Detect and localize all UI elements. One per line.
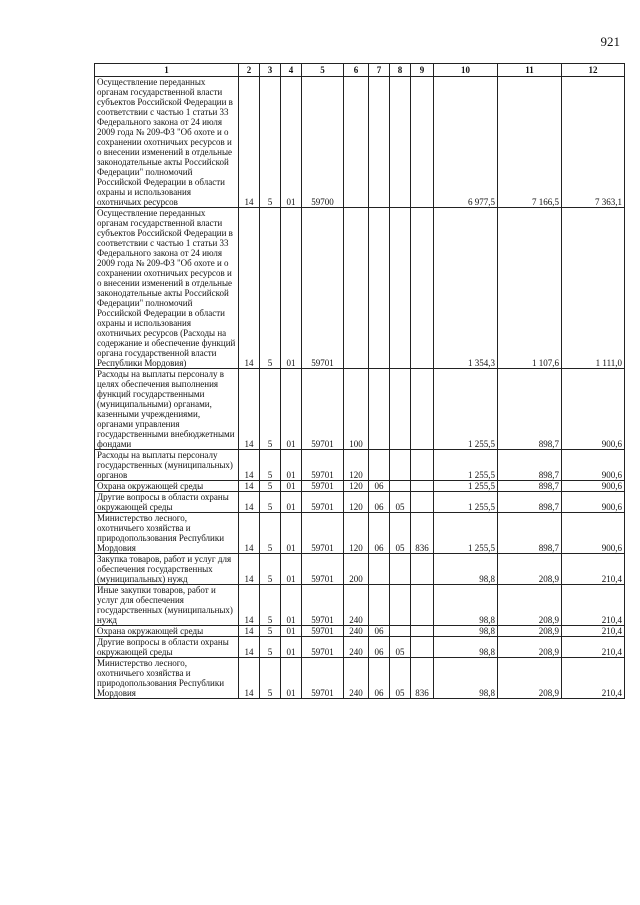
amount-cell: 98,8 (434, 658, 498, 699)
code-cell: 5 (260, 513, 281, 554)
code-cell: 5 (260, 658, 281, 699)
code-cell: 06 (369, 658, 390, 699)
row-description: Расходы на выплаты персоналу государственных (муниципальных) органов (95, 450, 239, 481)
code-cell (411, 492, 434, 513)
table-row (95, 481, 625, 492)
code-cell: 120 (344, 450, 369, 481)
amount-cell: 898,7 (498, 492, 562, 513)
amount-cell: 900,6 (562, 513, 625, 554)
code-cell (369, 585, 390, 626)
amount-cell: 1 255,5 (434, 481, 498, 492)
code-cell: 14 (239, 637, 260, 658)
code-cell: 5 (260, 77, 281, 208)
code-cell (411, 626, 434, 637)
amount-cell: 98,8 (434, 585, 498, 626)
code-cell: 5 (260, 554, 281, 585)
amount-cell: 898,7 (498, 481, 562, 492)
header-cell: 7 (369, 64, 390, 77)
code-cell: 59701 (302, 637, 344, 658)
header-cell: 10 (434, 64, 498, 77)
row-description: Иные закупки товаров, работ и услуг для обеспечения государственных (муниципальных) нужд (95, 585, 239, 626)
amount-cell: 1 255,5 (434, 369, 498, 450)
code-cell: 14 (239, 554, 260, 585)
table-row (95, 554, 625, 585)
code-cell: 05 (390, 492, 411, 513)
table-body (95, 77, 625, 699)
code-cell: 5 (260, 450, 281, 481)
code-cell: 59701 (302, 626, 344, 637)
code-cell: 05 (390, 513, 411, 554)
row-description: Другие вопросы в области охраны окружающей среды (95, 492, 239, 513)
header-cell: 2 (239, 64, 260, 77)
code-cell (390, 77, 411, 208)
code-cell: 5 (260, 637, 281, 658)
code-cell: 120 (344, 513, 369, 554)
code-cell: 01 (281, 481, 302, 492)
code-cell: 01 (281, 637, 302, 658)
code-cell: 59701 (302, 554, 344, 585)
amount-cell: 208,9 (498, 585, 562, 626)
code-cell: 5 (260, 492, 281, 513)
code-cell: 06 (369, 626, 390, 637)
code-cell (369, 208, 390, 369)
amount-cell: 900,6 (562, 492, 625, 513)
table-row (95, 658, 625, 699)
code-cell: 06 (369, 513, 390, 554)
code-cell (411, 585, 434, 626)
table-row (95, 492, 625, 513)
code-cell: 05 (390, 637, 411, 658)
header-cell: 1 (95, 64, 239, 77)
amount-cell: 898,7 (498, 450, 562, 481)
row-description: Расходы на выплаты персоналу в целях обеспечения выполнения функций государственными (муниципальными) органами, казенными учреждениями, органами управления государственными внебюджетными фондами (95, 369, 239, 450)
code-cell: 06 (369, 492, 390, 513)
code-cell: 59701 (302, 450, 344, 481)
code-cell (369, 369, 390, 450)
code-cell: 5 (260, 481, 281, 492)
code-cell: 14 (239, 77, 260, 208)
code-cell (344, 77, 369, 208)
code-cell (369, 450, 390, 481)
amount-cell: 898,7 (498, 513, 562, 554)
row-description: Осуществление переданных органам государственной власти субъектов Российской Федерации в соответствии с частью 1 статьи 33 Федерального закона от 24 июля 2009 года № 209-ФЗ "Об охоте и о сохранении охотничьих ресурсов и о внесении изменений в отдельные законодательные акты Российской Федерации" полномочий Российской Федерации в области охраны и использования охотничьих ресурсов (95, 77, 239, 208)
amount-cell: 98,8 (434, 637, 498, 658)
amount-cell: 6 977,5 (434, 77, 498, 208)
header-cell: 11 (498, 64, 562, 77)
amount-cell: 1 255,5 (434, 513, 498, 554)
table-row (95, 637, 625, 658)
code-cell: 59701 (302, 513, 344, 554)
header-cell: 12 (562, 64, 625, 77)
row-description: Закупка товаров, работ и услуг для обеспечения государственных (муниципальных) нужд (95, 554, 239, 585)
code-cell: 05 (390, 658, 411, 699)
code-cell: 59700 (302, 77, 344, 208)
code-cell: 01 (281, 208, 302, 369)
code-cell: 06 (369, 637, 390, 658)
code-cell: 01 (281, 77, 302, 208)
page-number: 921 (600, 34, 620, 49)
code-cell: 01 (281, 513, 302, 554)
amount-cell: 1 255,5 (434, 492, 498, 513)
code-cell (369, 554, 390, 585)
code-cell: 59701 (302, 481, 344, 492)
table-row (95, 450, 625, 481)
code-cell (390, 450, 411, 481)
amount-cell: 900,6 (562, 450, 625, 481)
code-cell (411, 481, 434, 492)
code-cell: 14 (239, 513, 260, 554)
table-row (95, 208, 625, 369)
row-description: Охрана окружающей среды (95, 626, 239, 637)
code-cell (390, 626, 411, 637)
code-cell: 59701 (302, 585, 344, 626)
amount-cell: 900,6 (562, 369, 625, 450)
code-cell (411, 450, 434, 481)
code-cell: 5 (260, 585, 281, 626)
header-cell: 6 (344, 64, 369, 77)
code-cell: 240 (344, 585, 369, 626)
code-cell: 200 (344, 554, 369, 585)
code-cell: 14 (239, 658, 260, 699)
code-cell (411, 77, 434, 208)
header-cell: 9 (411, 64, 434, 77)
code-cell: 01 (281, 626, 302, 637)
amount-cell: 1 107,6 (498, 208, 562, 369)
amount-cell: 208,9 (498, 637, 562, 658)
code-cell: 01 (281, 492, 302, 513)
code-cell (390, 369, 411, 450)
code-cell (344, 208, 369, 369)
table-row (95, 369, 625, 450)
code-cell (411, 208, 434, 369)
code-cell: 120 (344, 481, 369, 492)
row-description: Другие вопросы в области охраны окружающей среды (95, 637, 239, 658)
code-cell: 5 (260, 369, 281, 450)
amount-cell: 210,4 (562, 585, 625, 626)
table-row (95, 585, 625, 626)
header-cell: 5 (302, 64, 344, 77)
amount-cell: 1 111,0 (562, 208, 625, 369)
code-cell: 01 (281, 369, 302, 450)
code-cell (411, 554, 434, 585)
code-cell: 06 (369, 481, 390, 492)
amount-cell: 898,7 (498, 369, 562, 450)
code-cell: 01 (281, 658, 302, 699)
code-cell (411, 637, 434, 658)
row-description: Министерство лесного, охотничьего хозяйства и природопользования Республики Мордовия (95, 513, 239, 554)
code-cell: 59701 (302, 658, 344, 699)
code-cell: 14 (239, 492, 260, 513)
code-cell: 5 (260, 208, 281, 369)
code-cell: 59701 (302, 208, 344, 369)
row-description: Охрана окружающей среды (95, 481, 239, 492)
code-cell (390, 208, 411, 369)
amount-cell: 210,4 (562, 658, 625, 699)
code-cell: 14 (239, 585, 260, 626)
amount-cell: 1 255,5 (434, 450, 498, 481)
header-cell: 4 (281, 64, 302, 77)
header-cell: 8 (390, 64, 411, 77)
budget-table (94, 63, 625, 699)
header-cell: 3 (260, 64, 281, 77)
code-cell: 01 (281, 450, 302, 481)
code-cell: 14 (239, 450, 260, 481)
code-cell: 14 (239, 626, 260, 637)
code-cell (411, 369, 434, 450)
code-cell: 100 (344, 369, 369, 450)
table-row (95, 513, 625, 554)
table-header-row (95, 64, 625, 77)
code-cell: 59701 (302, 369, 344, 450)
code-cell: 59701 (302, 492, 344, 513)
amount-cell: 1 354,3 (434, 208, 498, 369)
code-cell: 5 (260, 626, 281, 637)
amount-cell: 7 363,1 (562, 77, 625, 208)
code-cell: 01 (281, 554, 302, 585)
amount-cell: 210,4 (562, 637, 625, 658)
code-cell: 240 (344, 658, 369, 699)
amount-cell: 208,9 (498, 658, 562, 699)
row-description: Осуществление переданных органам государственной власти субъектов Российской Федерации в соответствии с частью 1 статьи 33 Федерального закона от 24 июля 2009 года № 209-ФЗ "Об охоте и о сохранении охотничьих ресурсов и о внесении изменений в отдельные законодательные акты Российской Федерации" полномочий Российской Федерации в области охраны и использования охотничьих ресурсов (Расходы на содержание и обеспечение функций органа государственной власти Республики Мордовия) (95, 208, 239, 369)
amount-cell: 208,9 (498, 554, 562, 585)
code-cell: 836 (411, 513, 434, 554)
amount-cell: 208,9 (498, 626, 562, 637)
code-cell: 836 (411, 658, 434, 699)
code-cell: 240 (344, 626, 369, 637)
amount-cell: 98,8 (434, 554, 498, 585)
amount-cell: 210,4 (562, 626, 625, 637)
amount-cell: 900,6 (562, 481, 625, 492)
code-cell: 14 (239, 481, 260, 492)
code-cell (390, 481, 411, 492)
code-cell (390, 585, 411, 626)
code-cell: 14 (239, 208, 260, 369)
code-cell: 01 (281, 585, 302, 626)
code-cell: 14 (239, 369, 260, 450)
code-cell: 240 (344, 637, 369, 658)
amount-cell: 98,8 (434, 626, 498, 637)
table-row (95, 77, 625, 208)
row-description: Министерство лесного, охотничьего хозяйства и природопользования Республики Мордовия (95, 658, 239, 699)
code-cell: 120 (344, 492, 369, 513)
amount-cell: 7 166,5 (498, 77, 562, 208)
code-cell (390, 554, 411, 585)
amount-cell: 210,4 (562, 554, 625, 585)
code-cell (369, 77, 390, 208)
table-row (95, 626, 625, 637)
